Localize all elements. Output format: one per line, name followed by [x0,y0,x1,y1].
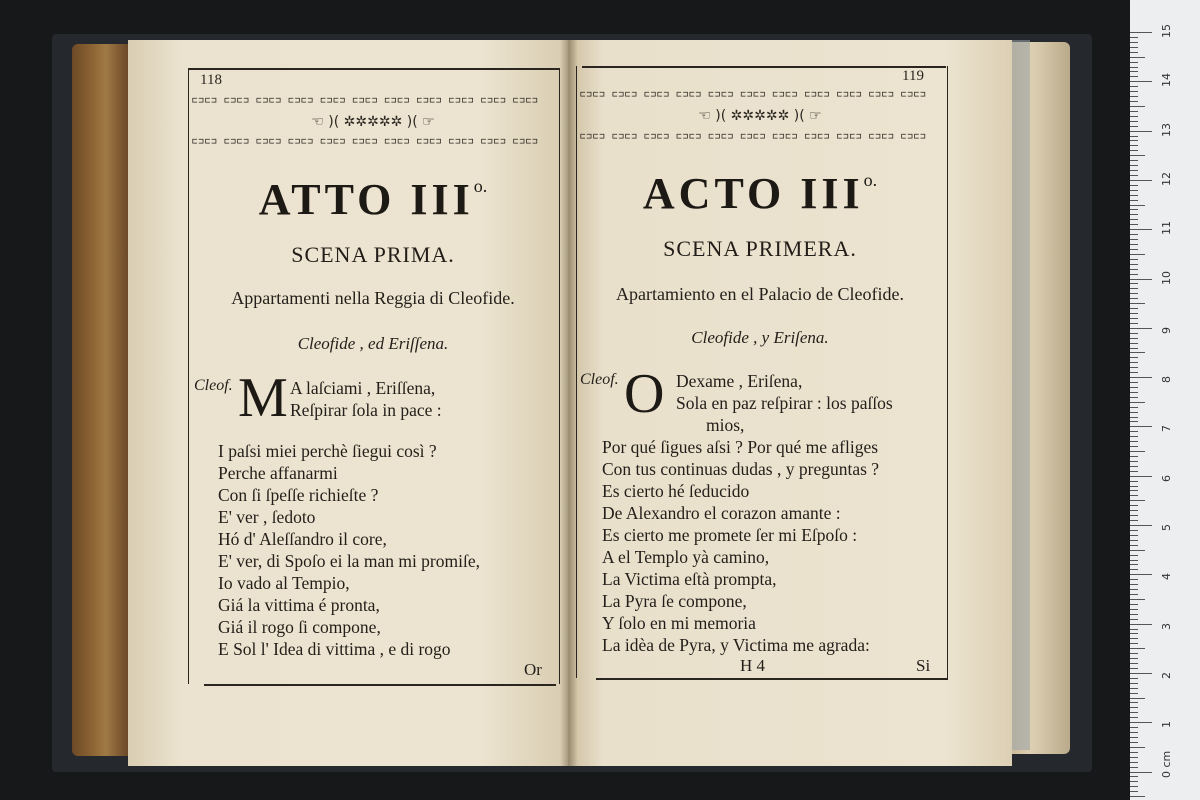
ruler-number: 9 [1160,326,1173,334]
ruler-tick [1130,279,1152,280]
ruler-tick [1130,298,1138,299]
ruler-tick [1130,160,1138,161]
left-page-number: 118 [200,72,222,88]
ruler-tick [1130,702,1138,703]
left-line: E' ver , ſedoto [218,507,316,527]
right-top-rule [582,66,946,68]
ruler-tick [1130,732,1138,733]
ruler-tick [1130,209,1138,210]
ruler-tick [1130,165,1138,166]
ruler-tick [1130,471,1138,472]
ruler-tick [1130,431,1138,432]
left-line: E Sol l' Idea di vittima , e di rogo [218,639,451,659]
ruler-tick [1130,727,1138,728]
right-act-title: ACTO $III^{o.}$ [642,169,878,218]
right-signature-mark: H 4 [740,656,766,675]
left-drop-cap: M [238,367,288,429]
ruler-number: 7 [1160,425,1173,433]
ruler-tick [1130,426,1152,427]
ruler-tick [1130,569,1138,570]
left-line: A laſciami , Eriſſena, [290,378,436,398]
ruler-tick [1130,67,1138,68]
ruler-tick [1130,643,1138,644]
ruler-number: 8 [1160,376,1173,384]
left-line: Con ſi ſpeſſe richieſte ? [218,485,379,505]
ruler-tick [1130,352,1145,353]
ruler-tick [1130,668,1138,669]
ruler-tick [1130,776,1138,777]
right-ornament-middle: ☜ )( ✲✲✲✲✲ )( ☞ [698,108,822,124]
ruler-tick [1130,648,1145,649]
ruler-tick [1130,219,1138,220]
ruler-tick [1130,333,1138,334]
right-line: Y ſolo en mi memoria [602,613,756,633]
ruler-tick [1130,205,1145,206]
ruler-tick [1130,599,1145,600]
ruler-tick [1130,717,1138,718]
ruler-tick [1130,244,1138,245]
ruler-tick [1130,131,1152,132]
ruler-tick [1130,150,1138,151]
ruler-tick [1130,357,1138,358]
ruler-tick [1130,185,1138,186]
ruler-tick [1130,377,1152,378]
ruler-tick [1130,786,1138,787]
ruler-tick [1130,234,1138,235]
ruler-tick [1130,254,1145,255]
ruler-tick [1130,461,1138,462]
right-line: La Pyra ſe compone, [602,591,747,611]
ruler-tick [1130,772,1152,773]
ruler-tick [1130,555,1138,556]
ruler-tick [1130,500,1145,501]
right-line: Por qué ſigues aſsi ? Por qué me afliges [602,437,879,457]
left-setting: Appartamenti nella Reggia di Cleofide. [231,288,515,308]
ruler-number: 2 [1160,671,1173,679]
ruler-tick [1130,372,1138,373]
ruler-tick [1130,653,1138,654]
right-line: Con tus continuas dudas , y preguntas ? [602,459,880,479]
book-tissue-edge [1012,40,1030,750]
ruler-tick [1130,722,1152,723]
ruler-number: 12 [1160,171,1173,186]
left-act-title: ATTO $III^{o.}$ [258,175,488,224]
ruler-tick [1130,121,1138,122]
left-bottom-rule [204,684,556,686]
ruler-tick [1130,421,1138,422]
ruler-number: 4 [1160,573,1173,581]
ruler-tick [1130,71,1138,72]
ruler-tick [1130,545,1138,546]
ruler-tick [1130,140,1138,141]
ruler-tick [1130,190,1138,191]
ruler-tick [1130,614,1138,615]
right-line: De Alexandro el corazon amante : [602,503,841,523]
ruler-tick [1130,629,1138,630]
ruler-tick [1130,303,1145,304]
ruler-tick [1130,200,1138,201]
ruler-tick [1130,693,1138,694]
ruler-tick [1130,308,1138,309]
ruler-tick [1130,155,1145,156]
ruler-tick [1130,367,1138,368]
ruler-number: 1 [1160,721,1173,729]
ruler-tick [1130,229,1152,230]
ruler-tick [1130,796,1145,797]
ruler-number: 3 [1160,622,1173,630]
ruler-tick [1130,762,1138,763]
ruler-tick [1130,348,1138,349]
ruler-tick [1130,698,1145,699]
ruler-tick [1130,91,1138,92]
ruler-tick [1130,81,1152,82]
right-line: Es cierto me promete ſer mi Eſpoſo : [602,525,858,545]
ruler-tick [1130,525,1152,526]
ruler-tick [1130,564,1138,565]
ruler-tick [1130,560,1138,561]
ruler-tick [1130,288,1138,289]
ruler-tick [1130,32,1152,33]
ruler-tick [1130,145,1138,146]
ruler-tick [1130,195,1138,196]
ruler-tick [1130,402,1145,403]
ruler-tick [1130,540,1138,541]
ruler-tick [1130,791,1138,792]
ruler-tick [1130,52,1138,53]
ruler-tick [1130,136,1138,137]
left-ornament-bottom: ⊏⊐⊏⊐ ⊏⊐⊏⊐ ⊏⊐⊏⊐ ⊏⊐⊏⊐ ⊏⊐⊏⊐ ⊏⊐⊏⊐ ⊏⊐⊏⊐ ⊏⊐⊏⊐ ⊏⊐⊏⊐ ⊏⊐⊏⊐ ⊏⊐⊏⊐ [192,137,539,147]
ruler-tick [1130,239,1138,240]
ruler-tick [1130,781,1138,782]
ruler-tick [1130,338,1138,339]
ruler-tick [1130,170,1138,171]
ruler-tick [1130,101,1138,102]
ruler-tick [1130,417,1138,418]
ruler-tick [1130,362,1138,363]
ruler-tick [1130,328,1152,329]
ruler-tick [1130,466,1138,467]
ruler-tick [1130,318,1138,319]
ruler-tick [1130,673,1152,674]
ruler-tick [1130,436,1138,437]
ruler-tick [1130,313,1138,314]
ruler-tick [1130,259,1138,260]
ruler-tick [1130,486,1138,487]
ruler-tick [1130,520,1138,521]
left-line: I paſsi miei perchè ſiegui così ? [218,441,437,461]
ruler-tick [1130,175,1138,176]
ruler-tick [1130,62,1138,63]
ruler-tick [1130,663,1138,664]
ruler-tick [1130,37,1138,38]
ruler-tick [1130,86,1138,87]
ruler-number: 14 [1160,73,1173,88]
ruler-tick [1130,407,1138,408]
right-line: Dexame , Eriſena, [676,371,803,391]
ruler-tick [1130,737,1138,738]
ruler-tick [1130,126,1138,127]
ruler-tick [1130,574,1152,575]
right-line: La idèa de Pyra, y Victima me agrada: [602,635,870,655]
ruler-tick [1130,752,1138,753]
right-page-number: 119 [902,68,924,84]
left-line: Perche affanarmi [218,463,338,483]
ruler-tick [1130,683,1138,684]
ruler-tick [1130,47,1138,48]
left-speaker: Cleof. [194,377,233,394]
right-catchword: Si [916,656,931,675]
left-ornament-middle: ☜ )( ✲✲✲✲✲ )( ☞ [311,114,435,130]
ruler-tick [1130,633,1138,634]
right-scene-title: SCENA PRIMERA. [663,236,857,261]
ruler-tick [1130,224,1138,225]
right-line: A el Templo yà camino, [602,547,770,567]
ruler-tick [1130,96,1138,97]
book-fore-edge-left [72,44,134,756]
ruler-tick [1130,274,1138,275]
ruler-tick [1130,392,1138,393]
ruler-tick [1130,550,1145,551]
ruler-tick [1130,283,1138,284]
ruler-tick [1130,323,1138,324]
ruler-tick [1130,767,1138,768]
ruler-tick [1130,387,1138,388]
ruler-tick [1130,515,1138,516]
ruler-tick [1130,742,1138,743]
ruler-number: 13 [1160,122,1173,137]
ruler-number: 15 [1160,24,1173,38]
ruler-tick [1130,382,1138,383]
ruler-tick [1130,678,1138,679]
ruler-number: 5 [1160,524,1173,531]
right-drop-cap: O [624,363,665,425]
ruler-tick [1130,535,1138,536]
ruler-tick [1130,624,1152,625]
right-ornament-bottom: ⊏⊐⊏⊐ ⊏⊐⊏⊐ ⊏⊐⊏⊐ ⊏⊐⊏⊐ ⊏⊐⊏⊐ ⊏⊐⊏⊐ ⊏⊐⊏⊐ ⊏⊐⊏⊐ ⊏⊐⊏⊐ ⊏⊐⊏⊐ ⊏⊐⊏⊐ [580,132,927,142]
ruler-tick [1130,451,1145,452]
ruler-tick [1130,589,1138,590]
right-line: mios, [706,415,745,435]
ruler-tick [1130,106,1145,107]
ruler-tick [1130,579,1138,580]
ruler-tick [1130,619,1138,620]
ruler-tick [1130,42,1138,43]
ruler-tick [1130,510,1138,511]
ruler-tick [1130,293,1138,294]
left-catchword: Or [524,660,542,679]
right-characters: Cleofide , y Eriſena. [691,328,829,347]
left-ornament-top: ⊏⊐⊏⊐ ⊏⊐⊏⊐ ⊏⊐⊏⊐ ⊏⊐⊏⊐ ⊏⊐⊏⊐ ⊏⊐⊏⊐ ⊏⊐⊏⊐ ⊏⊐⊏⊐ ⊏⊐⊏⊐ ⊏⊐⊏⊐ ⊏⊐⊏⊐ [192,96,539,106]
left-line: Giá la vittima é pronta, [218,595,380,615]
left-line: E' ver, di Spoſo ei la man mi promiſe, [218,551,480,571]
ruler-number: 6 [1160,474,1173,482]
right-setting: Apartamiento en el Palacio de Cleofide. [616,284,904,304]
ruler-tick [1130,495,1138,496]
right-bottom-rule [596,678,948,680]
ruler-number: 10 [1160,270,1173,285]
left-line: Io vado al Tempio, [218,573,350,593]
ruler-tick [1130,180,1152,181]
left-characters: Cleofide , ed Eriſſena. [297,334,449,353]
ruler-tick [1130,658,1138,659]
left-line: Giá il rogo ſi compone, [218,617,381,637]
ruler-number: 0 cm [1160,750,1173,778]
ruler-tick [1130,747,1145,748]
ruler-tick [1130,446,1138,447]
ruler-tick [1130,111,1138,112]
ruler-tick [1130,757,1138,758]
ruler-tick [1130,116,1138,117]
ruler-tick [1130,412,1138,413]
ruler-tick [1130,214,1138,215]
ruler-tick [1130,343,1138,344]
ruler-tick [1130,707,1138,708]
ruler-tick [1130,594,1138,595]
ruler-tick [1130,397,1138,398]
ruler-tick [1130,481,1138,482]
ruler-tick [1130,505,1138,506]
ruler-tick [1130,604,1138,605]
left-top-rule [188,68,560,70]
ruler-tick [1130,76,1138,77]
ruler-tick [1130,476,1152,477]
ruler-tick [1130,584,1138,585]
ruler-tick [1130,609,1138,610]
ruler-tick [1130,638,1138,639]
ruler-tick [1130,441,1138,442]
ruler-tick [1130,688,1138,689]
right-speaker: Cleof. [580,371,619,388]
measuring-ruler [1130,0,1200,800]
ruler-tick [1130,490,1138,491]
ruler-tick [1130,57,1145,58]
ruler-tick [1130,249,1138,250]
right-ornament-top: ⊏⊐⊏⊐ ⊏⊐⊏⊐ ⊏⊐⊏⊐ ⊏⊐⊏⊐ ⊏⊐⊏⊐ ⊏⊐⊏⊐ ⊏⊐⊏⊐ ⊏⊐⊏⊐ ⊏⊐⊏⊐ ⊏⊐⊏⊐ ⊏⊐⊏⊐ [580,90,927,100]
right-line: La Victima eſtà prompta, [602,569,777,589]
right-line: Sola en paz reſpirar : los paſſos [676,393,893,413]
left-line: Hó d' Aleſſandro il core, [218,529,387,549]
left-scene-title: SCENA PRIMA. [291,242,455,267]
ruler-number: 11 [1160,221,1173,236]
ruler-tick [1130,269,1138,270]
left-line: Reſpirar ſola in pace : [290,400,442,420]
ruler-tick [1130,530,1138,531]
ruler-tick [1130,456,1138,457]
ruler-tick [1130,264,1138,265]
ruler-tick [1130,712,1138,713]
right-line: Es cierto hé ſeducido [602,481,750,501]
